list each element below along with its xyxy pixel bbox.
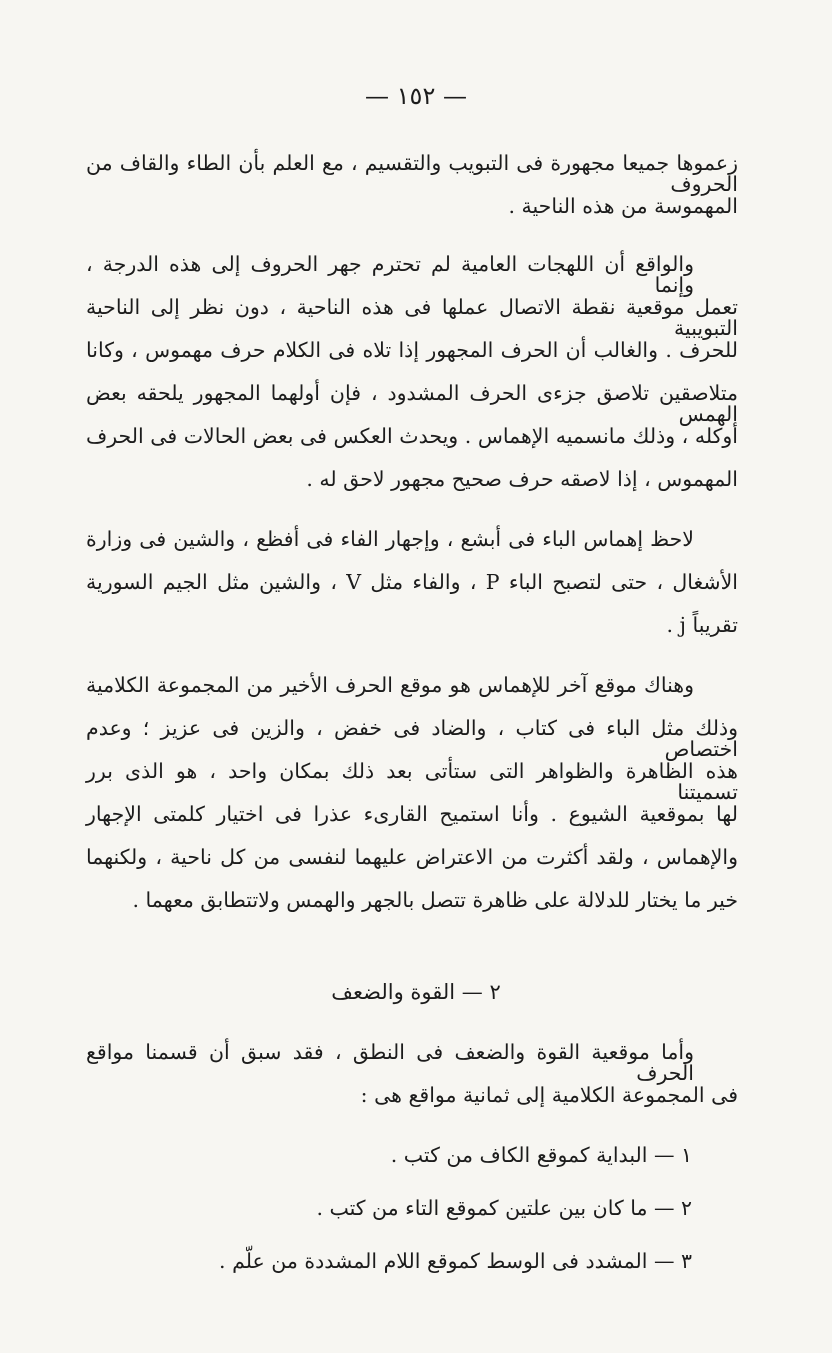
text-line: الأشغال ، حتى لتصبح الباء P ، والفاء مثل V ، والشين مثل الجيم السورية bbox=[86, 570, 738, 594]
paragraph-4-line-2 bbox=[86, 718, 738, 759]
text-line: لها بموقعية الشيوع . وأنا استميح القارىء عذرا فى اختيار كلمتى الإجهار bbox=[86, 802, 738, 826]
list-item: ٣ — المشدد فى الوسط كموقع اللام المشددة من علّم . bbox=[219, 1249, 692, 1273]
text-line: زعموها جميعا مجهورة فى التبويب والتقسيم ، مع العلم بأن الطاء والقاف من الحروف bbox=[86, 151, 738, 196]
page-number: — ١٥٢ — bbox=[365, 82, 467, 110]
text-line: المهموسة من هذه الناحية . bbox=[508, 194, 738, 218]
list-item: ١ — البداية كموقع الكاف من كتب . bbox=[390, 1143, 692, 1167]
paragraph-2-line-5 bbox=[86, 426, 738, 447]
paragraph-1 bbox=[86, 153, 738, 194]
paragraph-2-line-2 bbox=[86, 297, 738, 338]
text-line: متلاصقين تلاصق جزءى الحرف المشدود ، فإن أولهما المجهور يلحقه بعض الهمس bbox=[86, 381, 738, 426]
text-line: للحرف . والغالب أن الحرف المجهور إذا تلاه فى الكلام حرف مهموس ، وكانا bbox=[86, 338, 738, 362]
paragraph-1-cont bbox=[86, 196, 738, 217]
paragraph-2-line-3 bbox=[86, 340, 738, 361]
text-line: تعمل موقعية نقطة الاتصال عملها فى هذه الناحية ، دون نظر إلى الناحية التبويبية bbox=[86, 295, 738, 340]
paragraph-3-line-2 bbox=[86, 572, 738, 593]
list-item: ٢ — ما كان بين علتين كموقع التاء من كتب . bbox=[316, 1196, 692, 1220]
paragraph-2-line-6 bbox=[86, 469, 738, 490]
text-line: والواقع أن اللهجات العامية لم تحترم جهر الحروف إلى هذه الدرجة ، وإنما bbox=[86, 252, 694, 297]
paragraph-4-line-3 bbox=[86, 761, 738, 802]
text-line: لاحظ إهماس الباء فى أبشع ، وإجهار الفاء فى أفظع ، والشين فى وزارة bbox=[86, 527, 694, 551]
text-line: هذه الظاهرة والظواهر التى ستأتى بعد ذلك بمكان واحد ، هو الذى برر تسميتنا bbox=[86, 759, 738, 804]
paragraph-4-line-5 bbox=[86, 847, 738, 868]
paragraph-4-line-6 bbox=[86, 890, 738, 911]
paragraph-3-line-3 bbox=[86, 615, 738, 636]
text-line: تقريباً j . bbox=[666, 613, 738, 637]
text-line: أوكله ، وذلك مانسميه الإهماس . ويحدث العكس فى بعض الحالات فى الحرف bbox=[86, 424, 738, 448]
text-line: والإهماس ، ولقد أكثرت من الاعتراض عليهما لنفسى من كل ناحية ، ولكنهما bbox=[86, 845, 738, 869]
intro-line-1 bbox=[86, 1042, 738, 1083]
paragraph-4-line-4 bbox=[86, 804, 738, 825]
paragraph-2-line-1 bbox=[86, 254, 738, 295]
paragraph-4-line-1 bbox=[86, 675, 738, 696]
text-line: فى المجموعة الكلامية إلى ثمانية مواقع هى : bbox=[360, 1083, 738, 1107]
text-line: وهناك موقع آخر للإهماس هو موقع الحرف الأخير من المجموعة الكلامية bbox=[86, 673, 694, 697]
paragraph-3-line-1 bbox=[86, 529, 738, 550]
text-line: خير ما يختار للدلالة على ظاهرة تتصل بالجهر والهمس ولاتتطابق معهما . bbox=[132, 888, 738, 912]
text-line: وذلك مثل الباء فى كتاب ، والضاد فى خفض ، والزين فى عزيز ؛ وعدم اختصاص bbox=[86, 716, 738, 761]
section-heading: ٢ — القوة والضعف bbox=[331, 980, 501, 1004]
paragraph-2-line-4 bbox=[86, 383, 738, 424]
text-line: وأما موقعية القوة والضعف فى النطق ، فقد سبق أن قسمنا مواقع الحرف bbox=[86, 1040, 694, 1085]
text-line: المهموس ، إذا لاصقه حرف صحيح مجهور لاحق له . bbox=[306, 467, 738, 491]
intro-line-2 bbox=[86, 1085, 738, 1106]
